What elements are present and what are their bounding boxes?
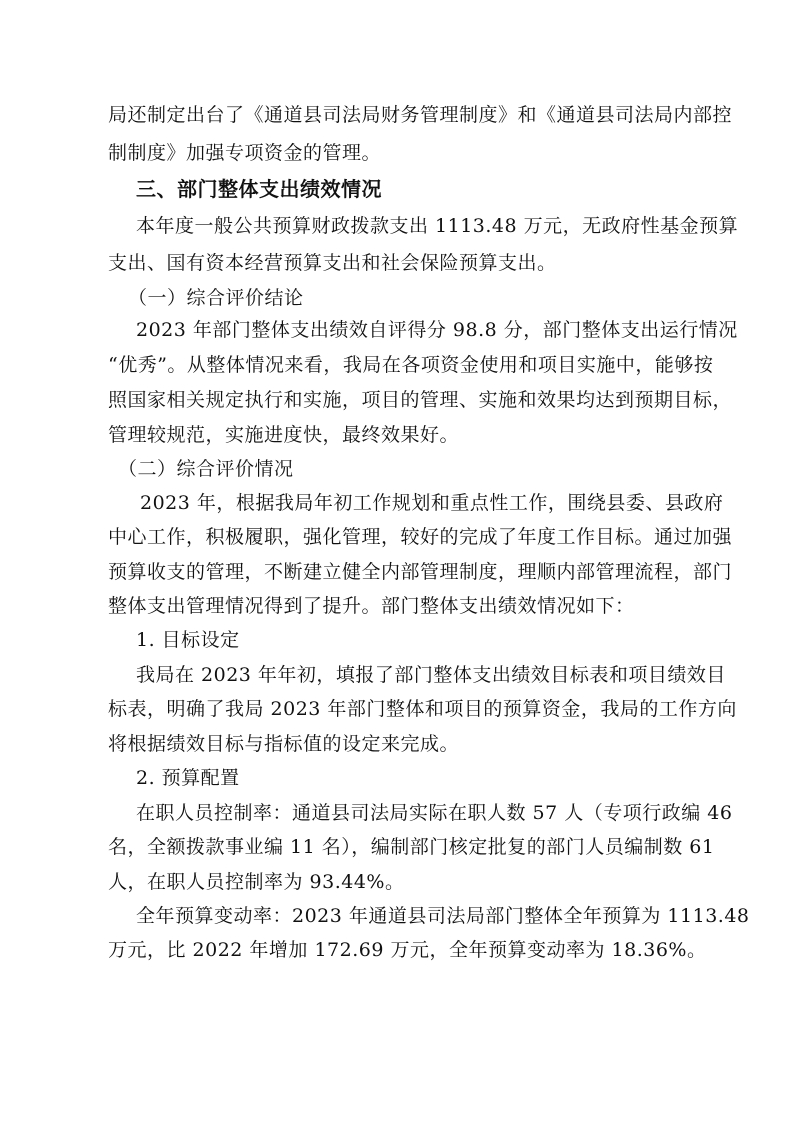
body-text-line: 本年度一般公共预算财政拨款支出 1113.48 万元，无政府性基金预算 [136, 215, 739, 237]
section-heading: 三、部门整体支出绩效情况 [136, 177, 382, 201]
body-text-line: 名，全额拨款事业编 11 名），编制部门核定批复的部门人员编制数 61 [108, 836, 715, 858]
body-text-line: 2023 年，根据我局年初工作规划和重点性工作，围绕县委、县政府 [140, 492, 724, 514]
body-text-line: 将根据绩效目标与指标值的设定来完成。 [108, 733, 460, 755]
body-text-line: 局还制定出台了《通道县司法局财务管理制度》和《通道县司法局内部控 [108, 104, 733, 126]
body-text-line: 整体支出管理情况得到了提升。部门整体支出绩效情况如下： [108, 595, 635, 617]
body-text-line: 中心工作，积极履职，强化管理，较好的完成了年度工作目标。通过加强 [108, 526, 733, 548]
body-text-line: 万元，比 2022 年增加 172.69 万元，全年预算变动率为 18.36%。 [108, 939, 707, 961]
numbered-heading: 2. 预算配置 [136, 767, 240, 789]
body-text-line: “优秀”。从整体情况来看，我局在各项资金使用和项目实施中，能够按 [108, 354, 714, 376]
body-text-line: 制制度》加强专项资金的管理。 [108, 142, 382, 164]
body-text-line: 人，在职人员控制率为 93.44%。 [108, 871, 405, 893]
body-text-line: 管理较规范，实施进度快，最终效果好。 [108, 424, 460, 446]
body-text-line: 在职人员控制率：通道县司法局实际在职人数 57 人（专项行政编 46 [136, 802, 733, 824]
subsection-heading: （一）综合评价结论 [128, 287, 304, 309]
body-text-line: 照国家相关规定执行和实施，项目的管理、实施和效果均达到预期目标， [108, 389, 733, 411]
body-text-line: 标表，明确了我局 2023 年部门整体和项目的预算资金，我局的工作方向 [108, 698, 737, 720]
body-text-line: 预算收支的管理，不断建立健全内部管理制度，理顺内部管理流程，部门 [108, 561, 733, 583]
body-text-line: 2023 年部门整体支出绩效自评得分 98.8 分，部门整体支出运行情况 [136, 319, 738, 341]
body-text-line: 支出、国有资本经营预算支出和社会保险预算支出。 [108, 252, 557, 274]
body-text-line: 我局在 2023 年年初，填报了部门整体支出绩效目标表和项目绩效目 [136, 664, 726, 686]
numbered-heading: 1. 目标设定 [136, 629, 240, 651]
body-text-line: 全年预算变动率：2023 年通道县司法局部门整体全年预算为 1113.48 [136, 905, 750, 927]
subsection-heading: （二）综合评价情况 [118, 458, 294, 480]
